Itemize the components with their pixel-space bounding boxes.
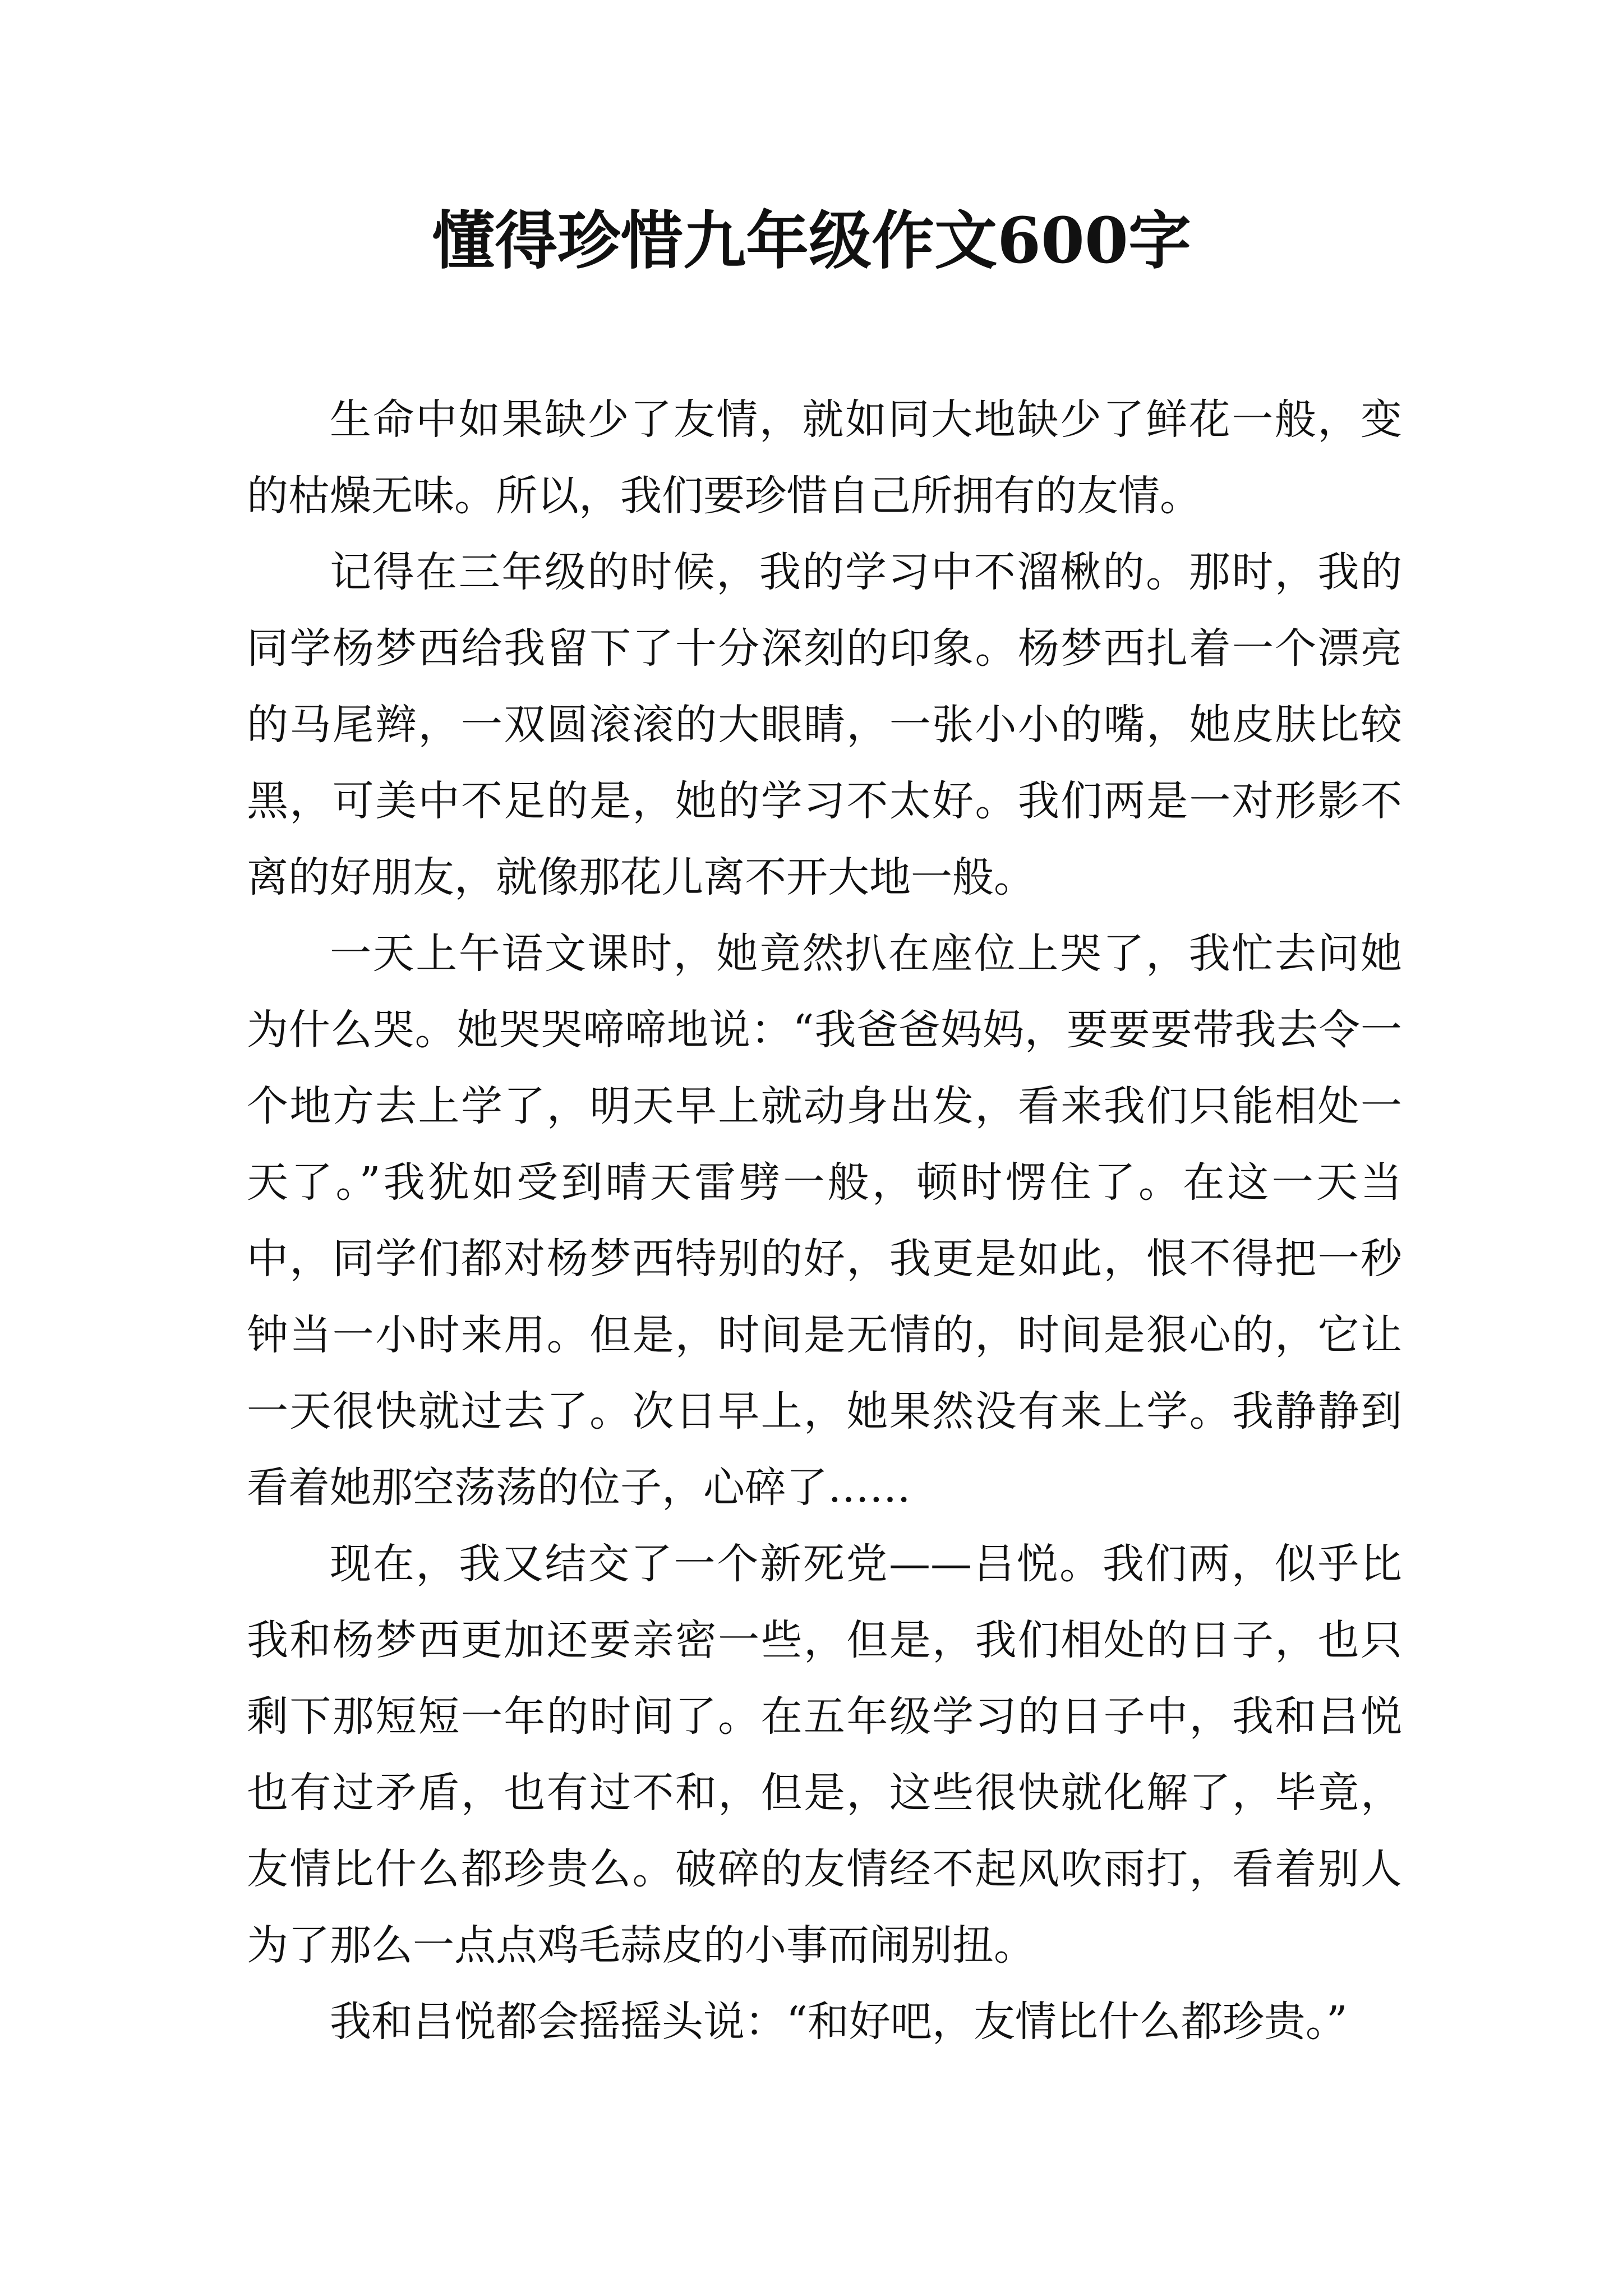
document-title: 懂得珍惜九年级作文600字 — [432, 204, 1191, 278]
paragraph-3: 一天上午语文课时，她竟然扒在座位上哭了，我忙去问她为什么哭。她哭哭啼啼地说：“我爸爸妈妈，要要要带我去令一个地方去上学了，明天早上就动身出发，看来我们只能相处一天了。”我犹如受到晴天雷劈一般，顿时愣住了。在这一天当中，同学们都对杨梦西特别的好，我更是如此，恨不得把一秒钟当一小时来用。但是，时间是无情的，时间是狠心的，它让一天很快就过去了。次日早上，她果然没有来上学。我静静到看着她那空荡荡的位子，心碎了…… — [247, 930, 1402, 1512]
paragraph-5: 我和吕悦都会摇摇头说：“和好吧，友情比什么都珍贵。” — [330, 1998, 1348, 2046]
paragraph-4: 现在，我又结交了一个新死党——吕悦。我们两，似乎比我和杨梦西更加还要亲密一些，但是，我们相处的日子，也只剩下那短短一年的时间了。在五年级学习的日子中，我和吕悦也有过矛盾，也有过不和，但是，这些很快就化解了，毕竟，友情比什么都珍贵么。破碎的友情经不起风吹雨打，看着别人为了那么一点点鸡毛蒜皮的小事而闹别扭。 — [247, 1540, 1402, 1970]
paragraph-2: 记得在三年级的时候，我的学习中不溜楸的。那时，我的同学杨梦西给我留下了十分深刻的印象。杨梦西扎着一个漂亮的马尾辫，一双圆滚滚的大眼睛，一张小小的嘴，她皮肤比较黑，可美中不足的是，她的学习不太好。我们两是一对形影不离的好朋友，就像那花儿离不开大地一般。 — [247, 548, 1402, 901]
document-body — [247, 381, 1402, 2060]
paragraph-1: 生命中如果缺少了友情，就如同大地缺少了鲜花一般，变的枯燥无味。所以，我们要珍惜自己所拥有的友情。 — [247, 395, 1402, 520]
